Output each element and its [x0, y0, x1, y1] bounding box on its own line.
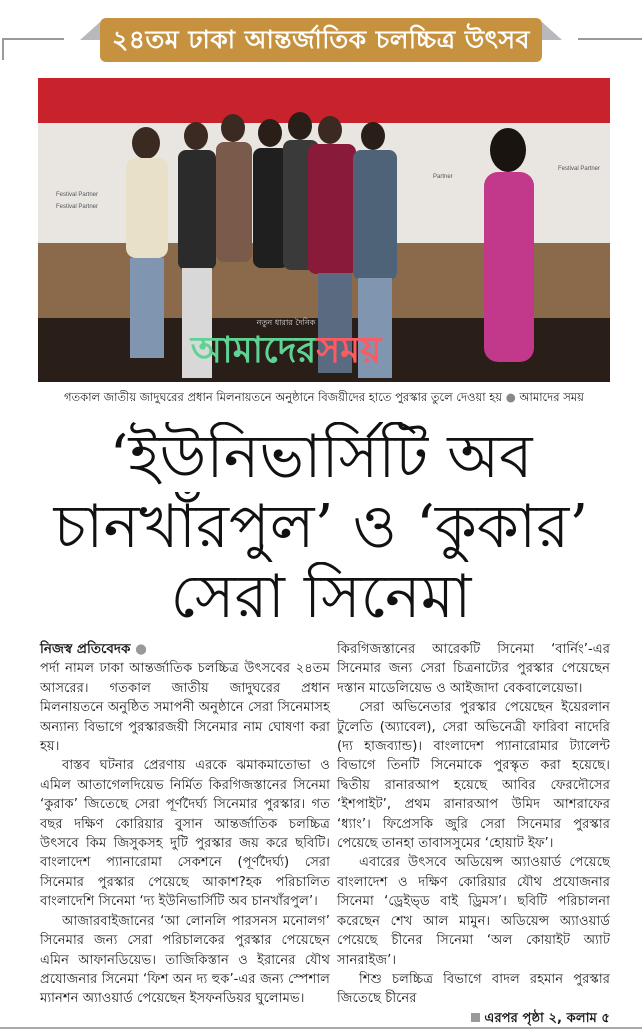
backdrop-label: Festival Partner: [56, 192, 99, 198]
article-paragraph: আজারবাইজানের ‘আ লোনলি পারসনস মনোলগ’ সিনেমার জন্য সেরা পরিচালকের পুরস্কার পেয়েছেন এমিন আফানডিয়েভ। তাজিকিস্তান ও ইরানের যৌথ প্রযোজনার সিনেমা ‘ফিশ অন দ্য হুক’-এর জন্য স্পেশাল ম্যানশন অ্যাওয়ার্ড পেয়েছেন ইসফনডিয়র ঘুলোমভ।: [40, 913, 330, 1007]
byline: [40, 640, 330, 659]
frame-divider-right: [578, 38, 642, 40]
red-backdrop: [38, 78, 610, 123]
photo-credit: আমাদের সময়: [519, 390, 584, 404]
continued-on-link[interactable]: [337, 1009, 610, 1028]
headline-line-2: চানখাঁরপুল’ ও ‘কুকার’: [53, 492, 589, 562]
article-column-2: [337, 640, 610, 1028]
article-paragraph: শিশু চলচ্চিত্র বিভাগে বাদল রহমান পুরস্কার জিতেছে চীনের: [337, 971, 610, 1007]
continued-text: এরপর পৃষ্ঠা ২, কলাম ৫: [484, 1010, 610, 1026]
watermark-tagline: নতুন ধারার দৈনিক: [256, 318, 316, 327]
frame-divider-left-vertical: [2, 38, 4, 60]
watermark-logo: [150, 318, 422, 378]
bullet-icon: ●: [135, 641, 147, 657]
article-paragraph: বাস্তব ঘটনার প্রেরণায় এরকে ঝমাকমাতোভা ও এমিল আতাগেলদিয়েভ নির্মিত কিরগিজস্তানের সিনেমা ‘কুরাক’ জিতেছে সেরা পূর্ণদৈর্ঘ্য সিনেমার পুরস্কার। গত বছর দক্ষিণ কোরিয়ার বুসান আন্তর্জাতিক চলচ্চিত্র উৎসবে কিম জিসুকসহ দুটি পুরস্কার জয় করে ছবিটি। বাংলাদেশ প্যানারোমা সেকশনে (পূর্ণদৈর্ঘ্য) সেরা সিনেমার পুরস্কার পেয়েছে আকাশ?হক পরিচালিত বাংলাদেশি সিনেমা ‘দ্য ইউনিভার্সিটি অব চানখাঁরপুল’।: [40, 758, 330, 910]
banner-ribbon-left: [80, 22, 100, 40]
backdrop-label: Festival Partner: [56, 204, 99, 210]
article-paragraph: কিরগিজস্তানের আরেকটি সিনেমা ‘বার্নিং’-এর সিনেমার জন্য সেরা চিত্রনাট্যের পুরস্কার পেয়েছেন দস্তান মাডেলিয়েভ ও আইজাদা বেকবালেয়েভা।: [337, 642, 610, 696]
byline-text: নিজস্ব প্রতিবেদক: [40, 641, 131, 657]
square-bullet-icon: [471, 1013, 480, 1022]
article-paragraph: পর্দা নামল ঢাকা আন্তর্জাতিক চলচ্চিত্র উৎসবের ২৪তম আসরের। গতকাল জাতীয় জাদুঘরের প্রধান মিলনায়তনে অনুষ্ঠিত সমাপনী অনুষ্ঠানে সেরা সিনেমাসহ অন্যান্য বিভাগে পুরস্কারজয়ী সিনেমার নাম ঘোষণা করা হয়।: [40, 661, 330, 755]
headline-line-3: সেরা সিনেমা: [170, 562, 472, 632]
backdrop-label: Festival Partner: [558, 166, 601, 172]
photo-caption: [38, 389, 610, 408]
section-banner-title: ২৪তম ঢাকা আন্তর্জাতিক চলচ্চিত্র উৎসব: [100, 18, 542, 62]
bottom-border: [0, 1027, 642, 1029]
headline-line-1: ‘ইউনিভার্সিটি অব: [109, 422, 533, 492]
article-paragraph: এবারের উৎসবে অডিয়েন্স অ্যাওয়ার্ড পেয়েছে বাংলাদেশ ও দক্ষিণ কোরিয়ার যৌথ প্রযোজনার সিনেমা ‘ড্রেইভ্ড বাই ড্রিমস’। ছবিটি পরিচালনা করেছেন শেখ আল মামুন। অডিয়েন্স অ্যাওয়ার্ড পেয়েছে চীনের সিনেমা ‘অল কোয়াইট অ্যাট সানরাইজ’।: [337, 855, 610, 968]
bullet-icon: ●: [505, 390, 516, 404]
backdrop-label: Partner: [433, 174, 453, 180]
previous-article-edge: [0, 0, 642, 6]
watermark-part-2: সময়: [316, 330, 382, 371]
watermark-part-1: আমাদের: [190, 330, 317, 371]
frame-divider-left: [2, 38, 64, 40]
watermark-wordmark: [150, 328, 422, 374]
headline: [10, 422, 632, 634]
section-banner: [80, 18, 562, 62]
article-column-1: [40, 640, 330, 1009]
photo-caption-text: গতকাল জাতীয় জাদুঘরের প্রধান মিলনায়তনে অনুষ্ঠানে বিজয়ীদের হাতে পুরস্কার তুলে দেওয়া হয়: [64, 390, 503, 404]
banner-ribbon-right: [542, 22, 562, 40]
article-paragraph: সেরা অভিনেতার পুরস্কার পেয়েছেন ইয়েরলান টুলেতি (অ্যাবেল), সেরা অভিনেত্রী ফারিবা নাদেরি (দ্য হাজব্যান্ড)। বাংলাদেশ প্যানারোমার ট্যালেন্ট বিভাগে তিনটি সিনেমাকে পুরস্কৃত করা হয়েছে। দ্বিতীয় রানারআপ হয়েছে আবির ফেরদৌসের ‘ইশপাইট’, প্রথম রানারআপ উমিদ আশরাফের ‘ধ্যাং’। ফিপ্রেসকি জুরি সেরা সিনেমার পুরস্কার পেয়েছে তানহা তাবাসসুমের ‘হোয়াট ইফ’।: [337, 700, 610, 852]
